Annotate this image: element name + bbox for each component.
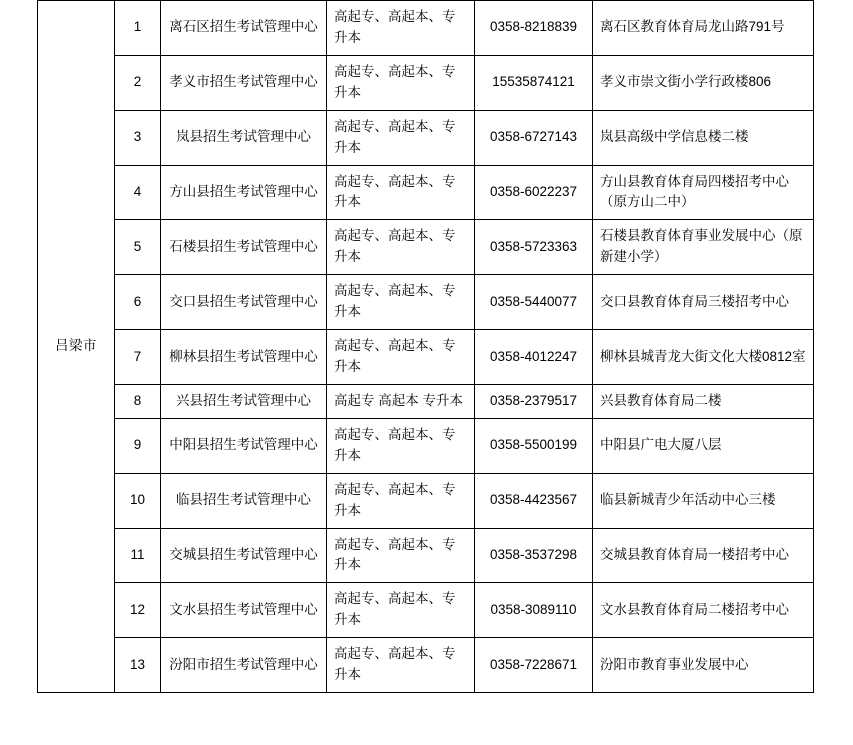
phone-cell: 0358-4423567 xyxy=(475,473,593,528)
address-cell: 文水县教育体育局二楼招考中心 xyxy=(593,583,814,638)
address-cell: 兴县教育体育局二楼 xyxy=(593,384,814,418)
name-cell: 汾阳市招生考试管理中心 xyxy=(161,638,327,693)
table-row xyxy=(38,165,814,220)
address-cell: 方山县教育体育局四楼招考中心 （原方山二中） xyxy=(593,165,814,220)
index-cell: 9 xyxy=(115,418,161,473)
type-cell: 高起专、高起本、专升本 xyxy=(327,473,475,528)
type-cell: 高起专、高起本、专升本 xyxy=(327,55,475,110)
address-cell: 交城县教育体育局一楼招考中心 xyxy=(593,528,814,583)
index-cell: 6 xyxy=(115,275,161,330)
name-cell: 兴县招生考试管理中心 xyxy=(161,384,327,418)
address-cell: 汾阳市教育事业发展中心 xyxy=(593,638,814,693)
index-cell: 13 xyxy=(115,638,161,693)
index-cell: 4 xyxy=(115,165,161,220)
phone-cell: 15535874121 xyxy=(475,55,593,110)
type-cell: 高起专、高起本、专升本 xyxy=(327,418,475,473)
region-cell: 吕梁市 xyxy=(38,1,115,693)
name-cell: 方山县招生考试管理中心 xyxy=(161,165,327,220)
index-cell: 5 xyxy=(115,220,161,275)
table-body xyxy=(38,1,814,693)
name-cell: 石楼县招生考试管理中心 xyxy=(161,220,327,275)
type-cell: 高起专、高起本、专升本 xyxy=(327,583,475,638)
index-cell: 7 xyxy=(115,330,161,385)
type-cell: 高起专 高起本 专升本 xyxy=(327,384,475,418)
type-cell: 高起专、高起本、专升本 xyxy=(327,638,475,693)
type-cell: 高起专、高起本、专升本 xyxy=(327,528,475,583)
name-cell: 岚县招生考试管理中心 xyxy=(161,110,327,165)
address-cell: 石楼县教育体育事业发展中心（原新建小学） xyxy=(593,220,814,275)
table-row xyxy=(38,418,814,473)
phone-cell: 0358-5723363 xyxy=(475,220,593,275)
table-row xyxy=(38,1,814,56)
address-cell: 柳林县城青龙大街文化大楼0812室 xyxy=(593,330,814,385)
phone-cell: 0358-3089110 xyxy=(475,583,593,638)
phone-cell: 0358-6727143 xyxy=(475,110,593,165)
address-cell: 中阳县广电大厦八层 xyxy=(593,418,814,473)
table-row xyxy=(38,275,814,330)
address-cell: 孝义市崇文街小学行政楼806 xyxy=(593,55,814,110)
type-cell: 高起专、高起本、专升本 xyxy=(327,165,475,220)
name-cell: 柳林县招生考试管理中心 xyxy=(161,330,327,385)
type-cell: 高起专、高起本、专升本 xyxy=(327,1,475,56)
phone-cell: 0358-3537298 xyxy=(475,528,593,583)
table-row xyxy=(38,110,814,165)
table-row xyxy=(38,473,814,528)
name-cell: 中阳县招生考试管理中心 xyxy=(161,418,327,473)
index-cell: 2 xyxy=(115,55,161,110)
phone-cell: 0358-5500199 xyxy=(475,418,593,473)
address-cell: 交口县教育体育局三楼招考中心 xyxy=(593,275,814,330)
index-cell: 8 xyxy=(115,384,161,418)
registration-sites-table xyxy=(37,0,814,693)
name-cell: 交城县招生考试管理中心 xyxy=(161,528,327,583)
name-cell: 文水县招生考试管理中心 xyxy=(161,583,327,638)
type-cell: 高起专、高起本、专升本 xyxy=(327,220,475,275)
index-cell: 11 xyxy=(115,528,161,583)
phone-cell: 0358-2379517 xyxy=(475,384,593,418)
table-row xyxy=(38,384,814,418)
index-cell: 3 xyxy=(115,110,161,165)
table-row xyxy=(38,638,814,693)
name-cell: 离石区招生考试管理中心 xyxy=(161,1,327,56)
type-cell: 高起专、高起本、专升本 xyxy=(327,110,475,165)
name-cell: 孝义市招生考试管理中心 xyxy=(161,55,327,110)
table-row xyxy=(38,528,814,583)
index-cell: 10 xyxy=(115,473,161,528)
phone-cell: 0358-6022237 xyxy=(475,165,593,220)
table-row xyxy=(38,55,814,110)
address-cell: 离石区教育体育局龙山路791号 xyxy=(593,1,814,56)
table-row xyxy=(38,330,814,385)
phone-cell: 0358-7228671 xyxy=(475,638,593,693)
type-cell: 高起专、高起本、专升本 xyxy=(327,330,475,385)
table-row xyxy=(38,220,814,275)
address-cell: 临县新城青少年活动中心三楼 xyxy=(593,473,814,528)
phone-cell: 0358-5440077 xyxy=(475,275,593,330)
type-cell: 高起专、高起本、专升本 xyxy=(327,275,475,330)
name-cell: 交口县招生考试管理中心 xyxy=(161,275,327,330)
index-cell: 12 xyxy=(115,583,161,638)
phone-cell: 0358-8218839 xyxy=(475,1,593,56)
name-cell: 临县招生考试管理中心 xyxy=(161,473,327,528)
phone-cell: 0358-4012247 xyxy=(475,330,593,385)
address-cell: 岚县高级中学信息楼二楼 xyxy=(593,110,814,165)
table-row xyxy=(38,583,814,638)
index-cell: 1 xyxy=(115,1,161,56)
